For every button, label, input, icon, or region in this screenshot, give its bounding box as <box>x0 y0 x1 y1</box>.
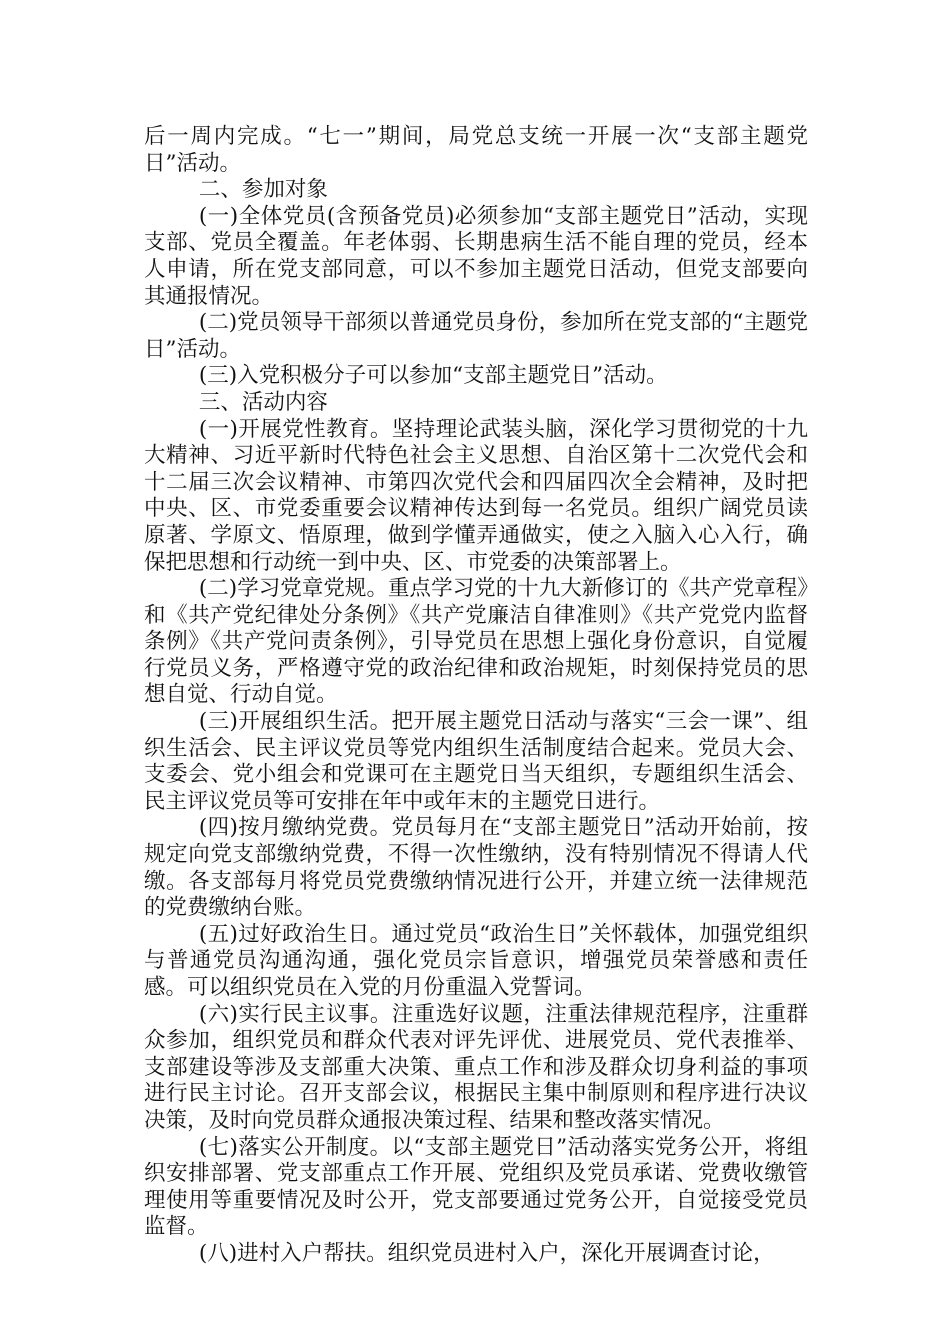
paragraph-activity-1: (一)开展党性教育。坚持理论武装头脑，深化学习贯彻党的十九大精神、习近平新时代特色社会主义思想、自治区第十二次党代会和十二届三次会议精神、市第四次党代会和四届四次全会精神，及时把中央、区、市党委重要会议精神传达到每一名党员。组织广阔党员读原著、学原文、悟原理，做到学懂弄通做实，使之入脑入心入行，确保把思想和行动统一到中央、区、市党委的决策部署上。 <box>144 416 808 575</box>
paragraph-activity-3: (三)开展组织生活。把开展主题党日活动与落实“三会一课”、组织生活会、民主评议党员等党内组织生活制度结合起来。党员大会、支委会、党小组会和党课可在主题党日当天组织，专题组织生活会、民主评议党员等可安排在年中或年末的主题党日进行。 <box>144 709 808 814</box>
paragraph-activity-4: (四)按月缴纳党费。党员每月在“支部主题党日”活动开始前，按规定向党支部缴纳党费，不得一次性缴纳，没有特别情况不得请人代缴。各支部每月将党员党费缴纳情况进行公开，并建立统一法律规范的党费缴纳台账。 <box>144 815 808 921</box>
paragraph-participants-2: (二)党员领导干部须以普通党员身份，参加所在党支部的“主题党日”活动。 <box>144 310 808 362</box>
paragraph-activity-6: (六)实行民主议事。注重选好议题，注重法律规范程序，注重群众参加，组织党员和群众代表对评先评优、进展党员、党代表推举、支部建设等涉及支部重大决策、重点工作和涉及群众切身利益的事项进行民主讨论。召开支部会议，根据民主集中制原则和程序进行决议决策，及时向党员群众通报决策过程、结果和整改落实情况。 <box>144 1001 808 1133</box>
paragraph-participants-1: (一)全体党员(含预备党员)必须参加“支部主题党日”活动，实现支部、党员全覆盖。年老体弱、长期患病生活不能自理的党员，经本人申请，所在党支部同意，可以不参加主题党日活动，但党支部要向其通报情况。 <box>144 203 808 309</box>
paragraph-participants-3: (三)入党积极分子可以参加“支部主题党日”活动。 <box>198 363 668 389</box>
paragraph-continuation: 后一周内完成。“七一”期间，局党总支统一开展一次“支部主题党日”活动。 <box>144 124 808 176</box>
section-heading-participants: 二、参加对象 <box>198 177 328 203</box>
paragraph-activity-7: (七)落实公开制度。以“支部主题党日”活动落实党务公开，将组织安排部署、党支部重点工作开展、党组织及党员承诺、党费收缴管理使用等重要情况及时公开，党支部要通过党务公开，自觉接受党员监督。 <box>144 1134 808 1240</box>
paragraph-activity-2: (二)学习党章党规。重点学习党的十九大新修订的《共产党章程》和《共产党纪律处分条例》《共产党廉洁自律准则》《共产党党内监督条例》《共产党问责条例》，引导党员在思想上强化身份意识，自觉履行党员义务，严格遵守党的政治纪律和政治规矩，时刻保持党员的思想自觉、行动自觉。 <box>144 576 808 708</box>
section-heading-activities: 三、活动内容 <box>198 389 328 415</box>
paragraph-activity-8: (八)进村入户帮扶。组织党员进村入户，深化开展调查讨论， <box>198 1240 775 1266</box>
paragraph-activity-5: (五)过好政治生日。通过党员“政治生日”关怀载体，加强党组织与普通党员沟通沟通，强化党员宗旨意识，增强党员荣誉感和责任感。可以组织党员在入党的月份重温入党誓词。 <box>144 921 808 1000</box>
document-body <box>144 124 808 1268</box>
